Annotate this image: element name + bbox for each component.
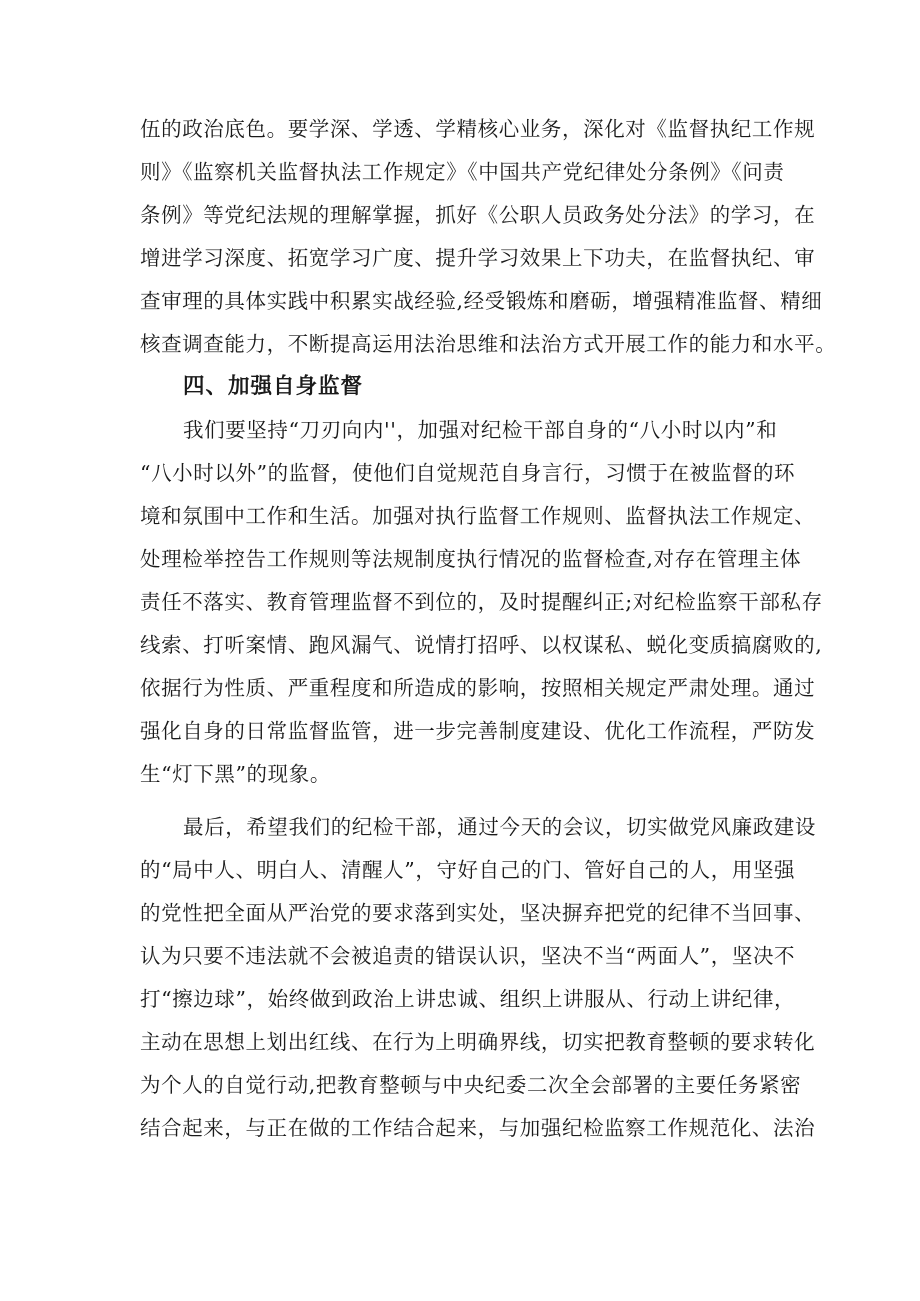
paragraph-3-line-3: 的党性把全面从严治党的要求落到实处，坚决摒弃把党的纪律不当回事、 (140, 901, 816, 925)
paragraph-3-line-2: 的“局中人、明白人、清醒人”，守好自己的门、管好自己的人，用坚强 (140, 858, 796, 882)
paragraph-1-line-4: 增进学习深度、拓宽学习广度、提升学习效果上下功夫，在监督执纪、审 (140, 246, 816, 270)
paragraph-1-line-6: 核查调查能力，不断提高运用法治思维和法治方式开展工作的能力和水平。 (140, 332, 837, 356)
paragraph-2-line-3: 境和氛围中工作和生活。加强对执行监督工作规则、监督执法工作规定、 (140, 504, 816, 528)
paragraph-3-line-1: 最后，希望我们的纪检干部，通过今天的会议，切实做党风廉政建设 (183, 815, 816, 839)
paragraph-3-line-6: 主动在思想上划出红线、在行为上明确界线，切实把教育整顿的要求转化 (140, 1030, 816, 1054)
paragraph-1-line-1: 伍的政治底色。要学深、学透、学精核心业务，深化对《监督执纪工作规 (140, 117, 816, 141)
paragraph-2-line-6: 线索、打听案情、跑风漏气、说情打招呼、以权谋私、蜕化变质搞腐败的, (140, 633, 823, 657)
paragraph-2-line-5: 责任不落实、教育管理监督不到位的，及时提醒纠正;对纪检监察干部私存 (140, 590, 823, 614)
paragraph-2-line-9: 生“灯下黑”的现象。 (140, 762, 331, 786)
paragraph-3-line-8: 结合起来，与正在做的工作结合起来，与加强纪检监察工作规范化、法治 (140, 1116, 816, 1140)
paragraph-2-line-8: 强化自身的日常监督监管，进一步完善制度建设、优化工作流程，严防发 (140, 719, 816, 743)
paragraph-2-line-7: 依据行为性质、严重程度和所造成的影响，按照相关规定严肃处理。通过 (140, 676, 816, 700)
paragraph-1-line-5: 查审理的具体实践中积累实战经验,经受锻炼和磨砺，增强精准监督、精细 (140, 289, 823, 313)
paragraph-1-line-2: 则》《监察机关监督执法工作规定》《中国共产党纪律处分条例》《问责 (140, 160, 785, 184)
paragraph-2-line-4: 处理检举控告工作规则等法规制度执行情况的监督检查,对存在管理主体 (140, 547, 802, 571)
paragraph-3-line-5: 打“擦边球”，始终做到政治上讲忠诚、组织上讲服从、行动上讲纪律， (140, 987, 796, 1011)
section-heading: 四、加强自身监督 (183, 374, 364, 399)
paragraph-2-line-1: 我们要坚持“刀刃向内''，加强对纪检干部自身的“八小时以内”和 (183, 418, 778, 442)
paragraph-1-line-3: 条例》等党纪法规的理解掌握，抓好《公职人员政务处分法》的学习，在 (140, 203, 816, 227)
paragraph-2-line-2: “八小时以外”的监督，使他们自觉规范自身言行，习惯于在被监督的环 (140, 461, 796, 485)
paragraph-3-line-4: 认为只要不违法就不会被追责的错误认识，坚决不当“两面人”，坚决不 (140, 944, 796, 968)
paragraph-3-line-7: 为个人的自觉行动,把教育整顿与中央纪委二次全会部署的主要任务紧密 (140, 1073, 802, 1097)
